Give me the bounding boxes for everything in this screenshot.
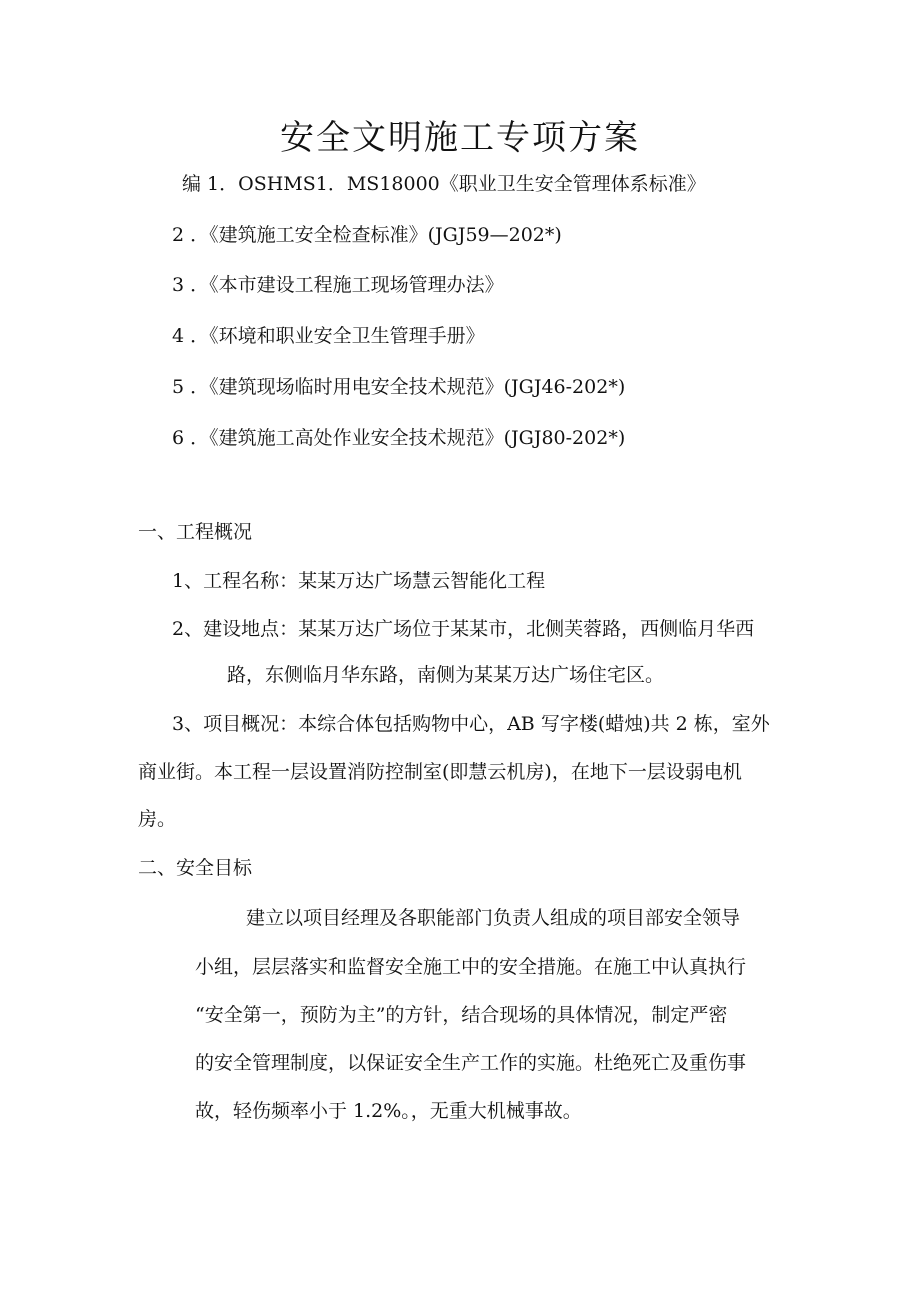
reference-item-4: 4 ．《环境和职业安全卫生管理手册》 [172,325,485,347]
safety-goal-paragraph-line-3: “安全第一，预防为主”的方针，结合现场的具体情况，制定严密 [195,1004,728,1026]
reference-item-6: 6 ．《建筑施工高处作业安全技术规范》(JGJ80-202*) [172,427,626,449]
reference-item-2: 2 ．《建筑施工安全检查标准》(JGJ59—202*) [172,224,562,246]
page-title: 安全文明施工专项方案 [280,118,640,158]
overview-item-summary-cont-1: 商业街。本工程一层设置消防控制室(即慧云机房)，在地下一层设弱电机 [138,761,742,783]
reference-item-1: 编 1．OSHMS1．MS18000《职业卫生安全管理体系标准》 [182,173,706,195]
overview-item-location-cont: 路，东侧临月华东路，南侧为某某万达广场住宅区。 [227,664,665,686]
overview-item-summary: 3、项目概况：本综合体包括购物中心，AB 写字楼(蜡烛)共 2 栋，室外 [172,713,770,735]
reference-item-5: 5 ．《建筑现场临时用电安全技术规范》(JGJ46-202*) [172,376,626,398]
safety-goal-paragraph-line-1: 建立以项目经理及各职能部门负责人组成的项目部安全领导 [246,907,741,929]
overview-item-location: 2、建设地点：某某万达广场位于某某市，北侧芙蓉路，西侧临月华西 [172,618,755,640]
section-heading-safety-goal: 二、安全目标 [138,857,253,879]
overview-item-summary-cont-2: 房。 [138,808,177,830]
safety-goal-paragraph-line-4: 的安全管理制度，以保证安全生产工作的实施。杜绝死亡及重伤事 [195,1052,747,1074]
overview-item-name: 1、工程名称：某某万达广场慧云智能化工程 [172,570,546,592]
safety-goal-paragraph-line-2: 小组，层层落实和监督安全施工中的安全措施。在施工中认真执行 [195,956,747,978]
section-heading-overview: 一、工程概况 [138,521,253,543]
reference-item-3: 3 ．《本市建设工程施工现场管理办法》 [172,274,504,296]
safety-goal-paragraph-line-5: 故，轻伤频率小于 1.2%。，无重大机械事故。 [195,1100,582,1122]
